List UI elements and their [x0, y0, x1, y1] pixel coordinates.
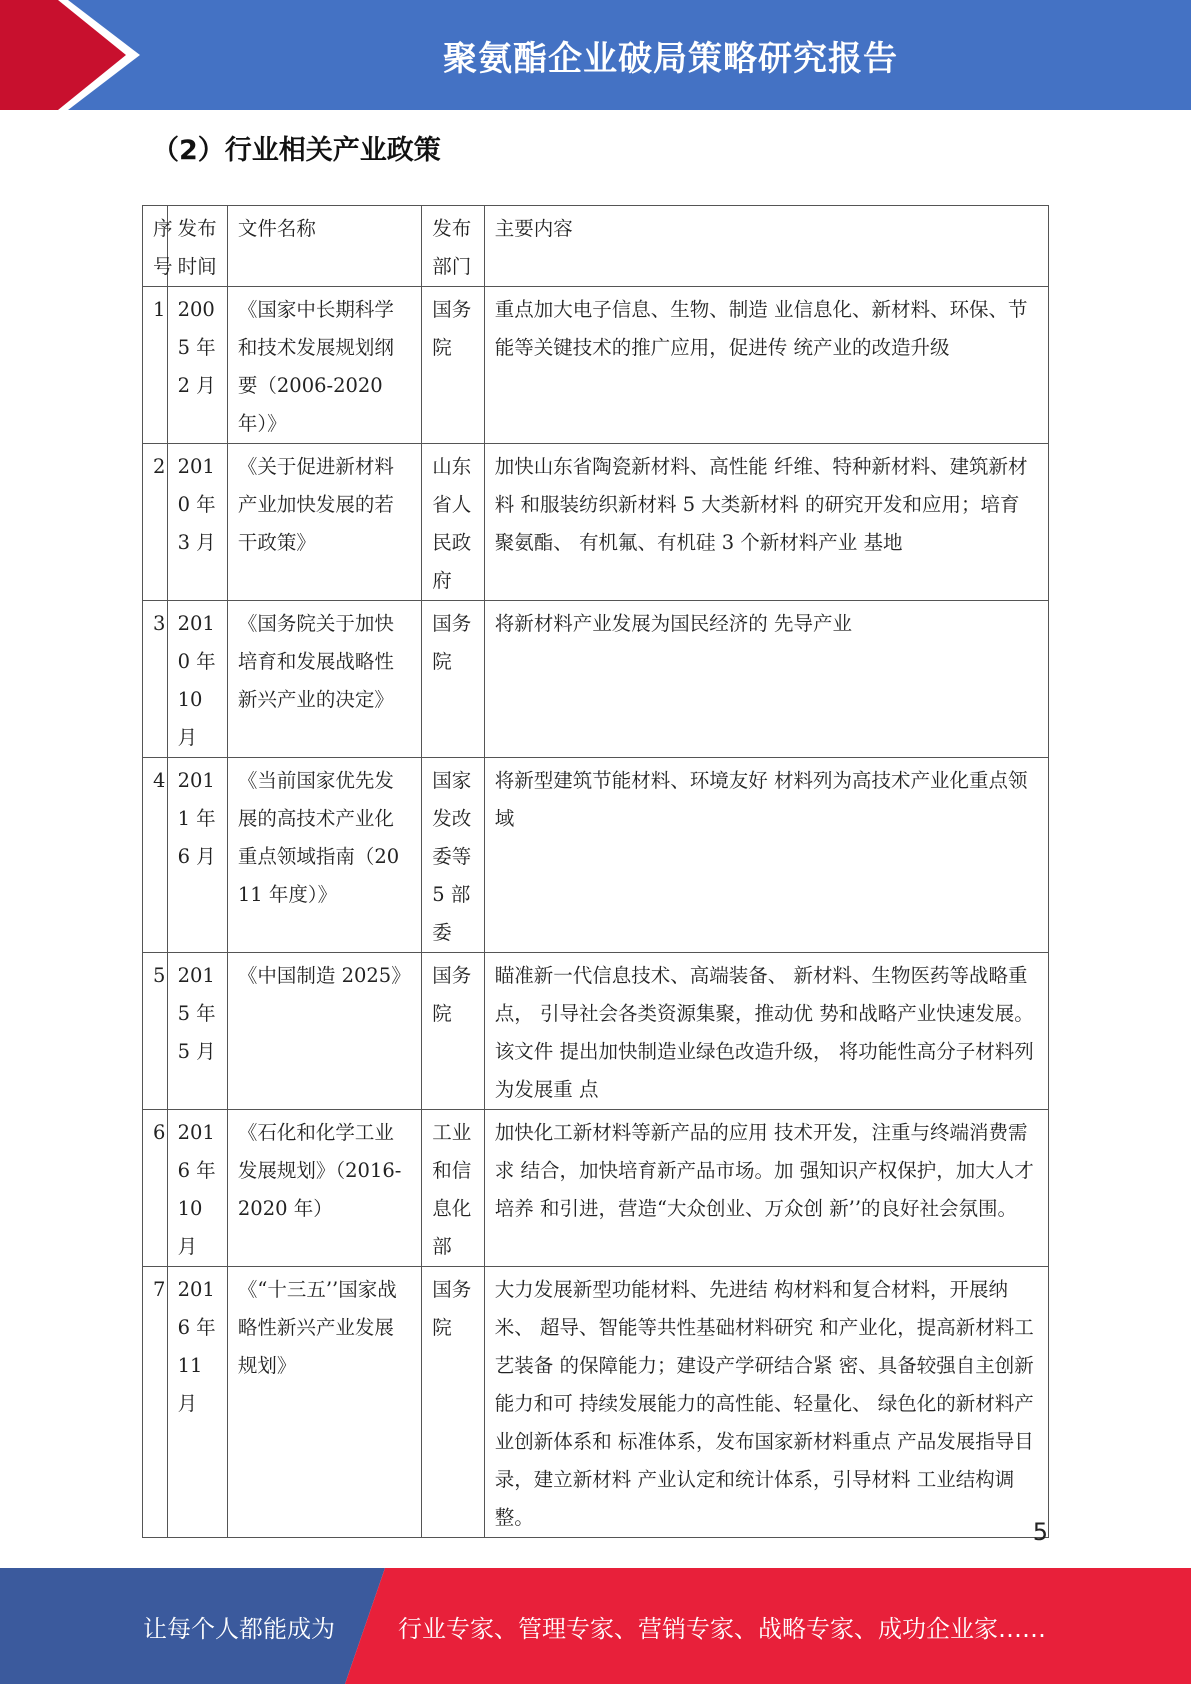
row-document-name: 《关于促进新材料产业加快发展的若干政策》: [227, 444, 421, 601]
row-content: 加快化工新材料等新产品的应用 技术开发，注重与终端消费需求 结合，加快培育新产品市场。加 强知识产权保护，加大人才培养 和引进，营造“大众创业、万众创 新’’的良好社会氛围。: [484, 1110, 1048, 1267]
row-date: 2011 年 6 月: [167, 758, 227, 953]
row-document-name: 《国务院关于加快培育和发展战略性新兴产业的决定》: [227, 601, 421, 758]
row-department: 山东省人民政府: [422, 444, 485, 601]
row-department: 国务院: [422, 601, 485, 758]
row-document-name: 《国家中长期科学和技术发展规划纲要（2006-2020 年）》: [227, 287, 421, 444]
table-row: [143, 1110, 1049, 1267]
row-index: 2: [143, 444, 168, 601]
header-name: 文件名称: [227, 206, 421, 287]
row-document-name: 《中国制造 2025》: [227, 953, 421, 1110]
page-number: 5: [1032, 1518, 1048, 1546]
row-index: 3: [143, 601, 168, 758]
row-department: 国务院: [422, 953, 485, 1110]
table-header-row: [143, 206, 1049, 287]
table-row: [143, 287, 1049, 444]
row-content: 重点加大电子信息、生物、制造 业信息化、新材料、环保、节能等关键技术的推广应用，促进传 统产业的改造升级: [484, 287, 1048, 444]
row-document-name: 《石化和化学工业发展规划》（2016-2020 年）: [227, 1110, 421, 1267]
row-department: 国务院: [422, 287, 485, 444]
table-row: [143, 953, 1049, 1110]
row-index: 6: [143, 1110, 168, 1267]
header-dept: 发布部门: [422, 206, 485, 287]
section-heading: （2）行业相关产业政策: [152, 135, 441, 166]
row-document-name: 《“十三五’’国家战 略性新兴产业发展 规划》: [227, 1267, 421, 1538]
row-date: 2016 年 10 月: [167, 1110, 227, 1267]
header-date: 发布时间: [167, 206, 227, 287]
row-department: 国家发改委等 5 部委: [422, 758, 485, 953]
row-index: 5: [143, 953, 168, 1110]
row-date: 2005 年 2 月: [167, 287, 227, 444]
page-footer: [0, 1568, 1191, 1684]
row-content: 瞄准新一代信息技术、高端装备、 新材料、生物医药等战略重点， 引导社会各类资源集聚，推动优 势和战略产业快速发展。该文件 提出加快制造业绿色改造升级， 将功能性高分子材料列为发展重 点: [484, 953, 1048, 1110]
header-arrow-decoration: [0, 0, 160, 110]
row-date: 2010 年 3 月: [167, 444, 227, 601]
footer-slogan-left: 让每个人都能成为: [143, 1614, 335, 1643]
row-index: 4: [143, 758, 168, 953]
table-row: [143, 601, 1049, 758]
report-title: 聚氨酯企业破局策略研究报告: [443, 38, 898, 79]
row-index: 1: [143, 287, 168, 444]
row-department: 工业和信息化部: [422, 1110, 485, 1267]
row-document-name: 《当前国家优先发展的高技术产业化重点领域指南（2011 年度）》: [227, 758, 421, 953]
page-header: [0, 0, 1191, 110]
header-content: 主要内容: [484, 206, 1048, 287]
row-index: 7: [143, 1267, 168, 1538]
row-content: 加快山东省陶瓷新材料、高性能 纤维、特种新材料、建筑新材料 和服装纺织新材料 5 大类新材料 的研究开发和应用；培育聚氨酯、 有机氟、有机硅 3 个新材料产业 基地: [484, 444, 1048, 601]
row-date: 2016 年 11 月: [167, 1267, 227, 1538]
table-row: [143, 1267, 1049, 1538]
row-date: 2015 年 5 月: [167, 953, 227, 1110]
row-department: 国务院: [422, 1267, 485, 1538]
table-row: [143, 758, 1049, 953]
row-content: 将新型建筑节能材料、环境友好 材料列为高技术产业化重点领域: [484, 758, 1048, 953]
policy-table: [142, 205, 1049, 1538]
row-date: 2010 年 10 月: [167, 601, 227, 758]
row-content: 将新材料产业发展为国民经济的 先导产业: [484, 601, 1048, 758]
footer-slogan-right: 行业专家、管理专家、营销专家、战略专家、成功企业家……: [398, 1614, 1046, 1643]
row-content: 大力发展新型功能材料、先进结 构材料和复合材料，开展纳米、 超导、智能等共性基础材料研究 和产业化，提高新材料工艺装备 的保障能力；建设产学研结合紧 密、具备较强自主创新能力和可 持续发展能力的高性能、轻量化、 绿色化的新材料产业创新体系和 标准体系，发布国家新材料重点 产品发展指导目录，建立新材料 产业认定和统计体系，引导材料 工业结构调整。: [484, 1267, 1048, 1538]
header-index: 序号: [143, 206, 168, 287]
table-row: [143, 444, 1049, 601]
